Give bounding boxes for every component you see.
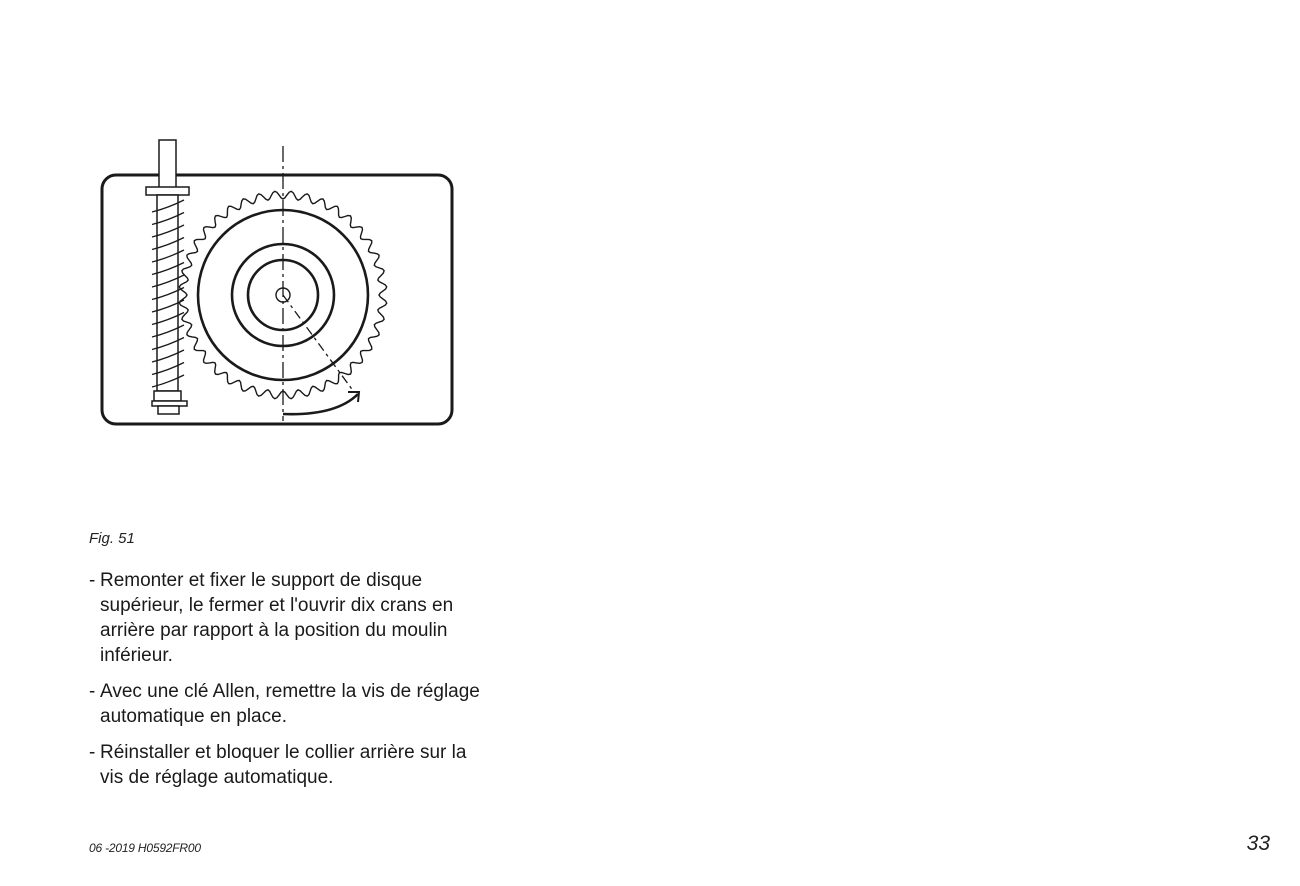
instruction-step	[89, 740, 489, 790]
page-number: 33	[1246, 832, 1270, 855]
rotated-center-line	[283, 295, 354, 392]
document-code: 06 -2019 H0592FR00	[89, 841, 201, 855]
screw-shaft-top	[159, 140, 176, 188]
screw-bottom-tip	[158, 406, 179, 414]
instruction-step	[89, 568, 489, 668]
step-text: Remonter et fixer le support de disque supérieur, le fermer et l'ouvrir dix crans en arrière par rapport à la position du moulin inférieur.	[100, 570, 454, 666]
step-text: Avec une clé Allen, remettre la vis de réglage automatique en place.	[100, 681, 480, 727]
step-bullet: -	[89, 742, 96, 763]
screw-body	[157, 195, 178, 391]
screw-top-washer	[146, 187, 189, 195]
rotation-arrow	[283, 394, 358, 414]
step-bullet: -	[89, 681, 96, 702]
instruction-step	[89, 679, 489, 729]
grinder-adjustment-diagram	[96, 136, 462, 432]
step-bullet: -	[89, 570, 96, 591]
screw-bottom-nut	[154, 391, 181, 401]
figure-caption: Fig. 51	[89, 530, 135, 547]
instruction-list	[89, 568, 489, 801]
step-text: Réinstaller et bloquer le collier arrière sur la vis de réglage automatique.	[100, 742, 467, 788]
